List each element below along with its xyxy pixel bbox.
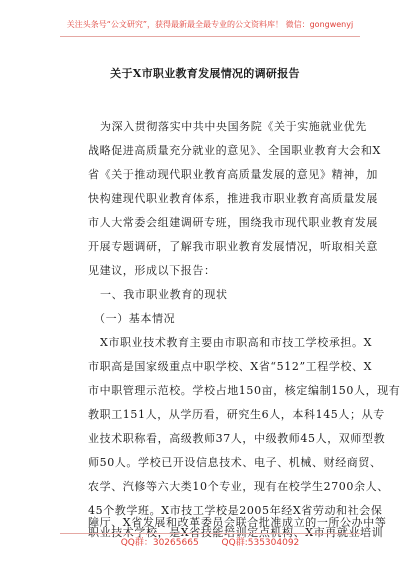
body-line: 见建议，形成以下报告：	[88, 264, 216, 277]
body-line: 职业技术学校，是X省技能培训定点机构、X市再就业培训	[88, 526, 384, 539]
body-line: 师50人。学校已开设信息技术、电子、机械、财经商贸、	[88, 456, 382, 469]
body-line: 为深入贯彻落实中共中央国务院《关于实施就业优先	[100, 120, 367, 133]
header-divider	[60, 36, 360, 37]
body-line: 障厅、X省发展和改革委员会联合批准成立的一所公办中等	[88, 516, 387, 529]
body-line: 开展专题调研，了解我市职业教育发展情况，听取相关意	[88, 240, 378, 253]
section-heading: 一、我市职业教育的现状	[100, 288, 228, 301]
body-line: 市人大常委会组建调研专班，围绕我市现代职业教育发展	[88, 216, 378, 229]
body-line: 农学、汽修等六大类10个专业，现有在校学生2700余人、	[88, 480, 389, 493]
footer-qq-group-1: QQ群：30265665	[120, 538, 199, 548]
header-banner: 关注头条号“公文研究”，获得最新最全最专业的公文资料库！ 微信：gongwenyj	[66, 20, 354, 29]
footer-qq-group-2: QQ群:535304092	[221, 538, 300, 548]
body-line: 快构建现代职业教育体系，推进我市职业教育高质量发展	[88, 192, 378, 205]
body-line: 45个教学班。X市技工学校是2005年经X省劳动和社会保	[88, 504, 383, 517]
body-line: 省《关于推动现代职业教育高质量发展的意见》精神，加	[88, 168, 378, 181]
body-line: 教职工151人，从学历看，研究生6人，本科145人；从专	[88, 408, 385, 421]
body-line: 战略促进高质量充分就业的意见》、全国职业教育大会和X	[88, 144, 381, 157]
footer-banner	[60, 533, 360, 553]
subsection-heading: （一）基本情况	[94, 312, 176, 325]
body-line: 市职高是国家级重点中职学校、X省“512”工程学校、X	[88, 360, 373, 373]
body-line: X市职业技术教育主要由市职高和市技工学校承担。X	[100, 336, 373, 349]
body-line: 业技术职称看，高级教师37人，中级教师45人，双师型教	[88, 432, 386, 445]
body-line: 市中职管理示范校。学校占地150亩，核定编制150人，现有	[88, 384, 401, 397]
document-title: 关于X市职业教育发展情况的调研报告	[110, 67, 300, 80]
